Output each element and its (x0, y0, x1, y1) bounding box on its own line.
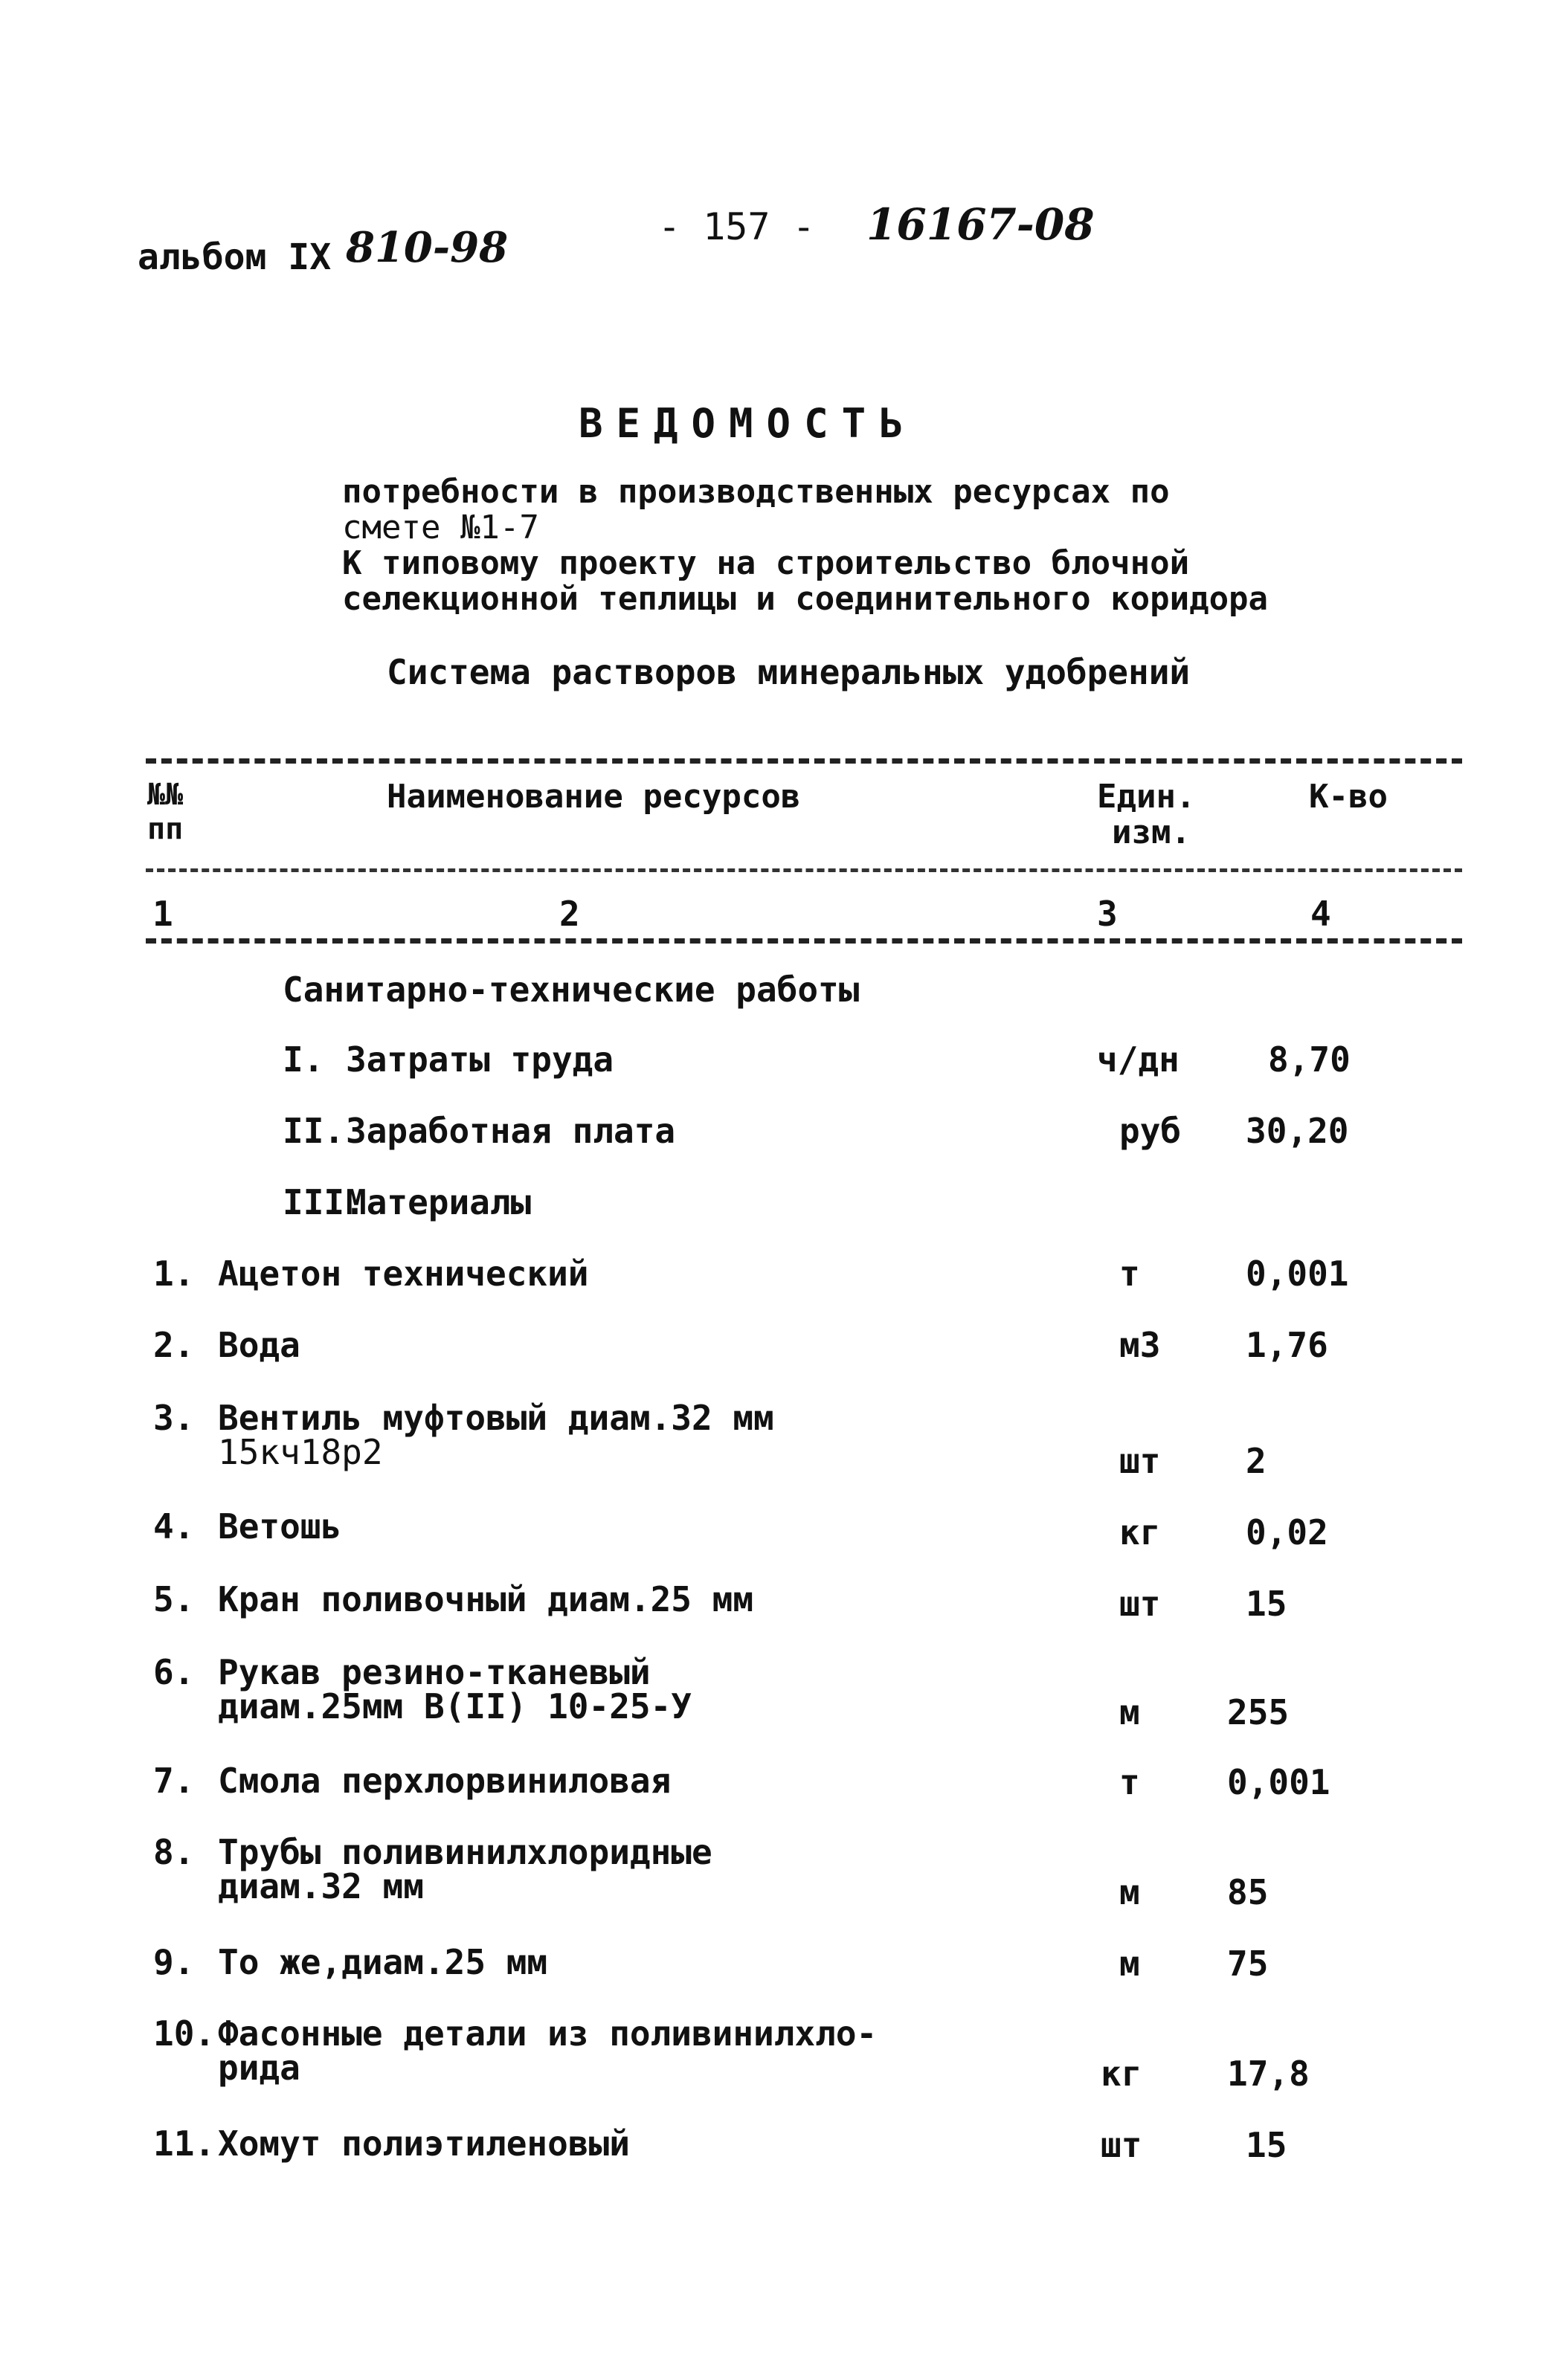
material-unit: шт (1119, 1584, 1161, 1624)
summary-row-2-name: Заработная плата (346, 1111, 676, 1151)
material-num: 4. (153, 1506, 195, 1547)
material-name-line2: рида (218, 2048, 300, 2088)
summary-row-1-qty: 8,70 (1268, 1039, 1351, 1080)
material-qty: 0,001 (1227, 1762, 1330, 1802)
material-num: 6. (153, 1652, 195, 1692)
material-num: 2. (153, 1325, 195, 1365)
page-number: - 157 - (658, 205, 815, 248)
material-num: 10. (153, 2013, 216, 2054)
table-top-rule (146, 758, 1462, 764)
album-code-handwritten: 810-98 (346, 223, 509, 272)
summary-row-2-qty: 30,20 (1246, 1111, 1349, 1151)
material-num: 1. (153, 1254, 195, 1294)
material-unit: шт (1101, 2125, 1142, 2165)
subtitle-line-2: смете №1-7 (342, 509, 539, 546)
material-num: 11. (153, 2123, 216, 2164)
material-unit: м (1119, 1692, 1140, 1732)
col-numbers-rule (146, 938, 1462, 944)
material-name: Ветошь (218, 1506, 342, 1547)
material-num: 9. (153, 1942, 195, 1982)
material-unit: т (1119, 1254, 1140, 1294)
material-qty: 15 (1246, 1584, 1287, 1624)
material-name: Фасонные детали из поливинилхло- (218, 2013, 878, 2054)
material-name: Кран поливочный диам.25 мм (218, 1579, 754, 1619)
material-qty: 0,001 (1246, 1254, 1349, 1294)
material-qty: 0,02 (1246, 1512, 1328, 1552)
header-unit: Един. (1097, 778, 1196, 816)
material-num: 7. (153, 1761, 195, 1801)
summary-row-2-num: II. (283, 1111, 345, 1151)
material-unit: шт (1119, 1441, 1161, 1481)
system-title: Система растворов минеральных удобрений (387, 652, 1191, 692)
material-name-line2: 15кч18р2 (218, 1432, 383, 1472)
header-bottom-rule (146, 868, 1462, 872)
summary-row-1-num: I. (283, 1039, 324, 1080)
material-name-line2: диам.25мм В(II) 10-25-У (218, 1686, 692, 1726)
material-qty: 17,8 (1227, 2054, 1310, 2094)
material-name: Вентиль муфтовый диам.32 мм (218, 1398, 774, 1438)
material-unit: м (1119, 1944, 1140, 1984)
material-num: 5. (153, 1579, 195, 1619)
material-name: Трубы поливинилхлоридные (218, 1832, 712, 1872)
material-unit: т (1119, 1762, 1140, 1802)
header-num: №№ (147, 778, 184, 812)
summary-row-1-unit: ч/дн (1097, 1039, 1180, 1080)
document-title: ВЕДОМОСТЬ (579, 400, 917, 447)
material-name: Смола перхлорвиниловая (218, 1761, 672, 1801)
material-qty: 2 (1246, 1441, 1267, 1481)
section-title: Санитарно-технические работы (283, 970, 860, 1010)
col-number-3: 3 (1097, 894, 1118, 934)
summary-row-3-num: III. (283, 1182, 365, 1222)
subtitle-line-3: К типовому проекту на строительство блочной (342, 544, 1190, 582)
material-name: Рукав резино-тканевый (218, 1652, 651, 1692)
material-unit: кг (1101, 2054, 1142, 2094)
material-name: Вода (218, 1325, 300, 1365)
material-name: Хомут полиэтиленовый (218, 2123, 630, 2164)
material-name: То же,диам.25 мм (218, 1942, 548, 1982)
material-qty: 75 (1227, 1944, 1269, 1984)
material-qty: 255 (1227, 1692, 1290, 1732)
material-qty: 1,76 (1246, 1325, 1328, 1365)
col-number-2: 2 (559, 894, 580, 934)
subtitle-line-1: потребности в производственных ресурсах по (342, 473, 1170, 511)
material-unit: кг (1119, 1512, 1161, 1552)
summary-row-2-unit: руб (1119, 1111, 1182, 1151)
header-num-2: пп (147, 812, 184, 846)
material-num: 3. (153, 1398, 195, 1438)
header-qty: К-во (1309, 778, 1388, 816)
col-number-4: 4 (1310, 894, 1331, 934)
header-name: Наименование ресурсов (387, 778, 801, 816)
material-unit: м (1119, 1872, 1140, 1912)
material-qty: 85 (1227, 1872, 1269, 1912)
material-num: 8. (153, 1832, 195, 1872)
material-qty: 15 (1246, 2125, 1287, 2165)
col-number-1: 1 (152, 894, 173, 934)
header-unit-2: изм. (1112, 813, 1191, 851)
summary-row-3-name: Материалы (346, 1182, 532, 1222)
subtitle-line-4: селекционной теплицы и соединительного коридора (342, 580, 1269, 618)
material-name: Ацетон технический (218, 1254, 589, 1294)
summary-row-1-name: Затраты труда (346, 1039, 614, 1080)
material-name-line2: диам.32 мм (218, 1866, 424, 1906)
material-unit: м3 (1119, 1325, 1161, 1365)
document-code-handwritten: 16167-08 (866, 199, 1095, 250)
album-label: альбом IX (138, 236, 332, 278)
